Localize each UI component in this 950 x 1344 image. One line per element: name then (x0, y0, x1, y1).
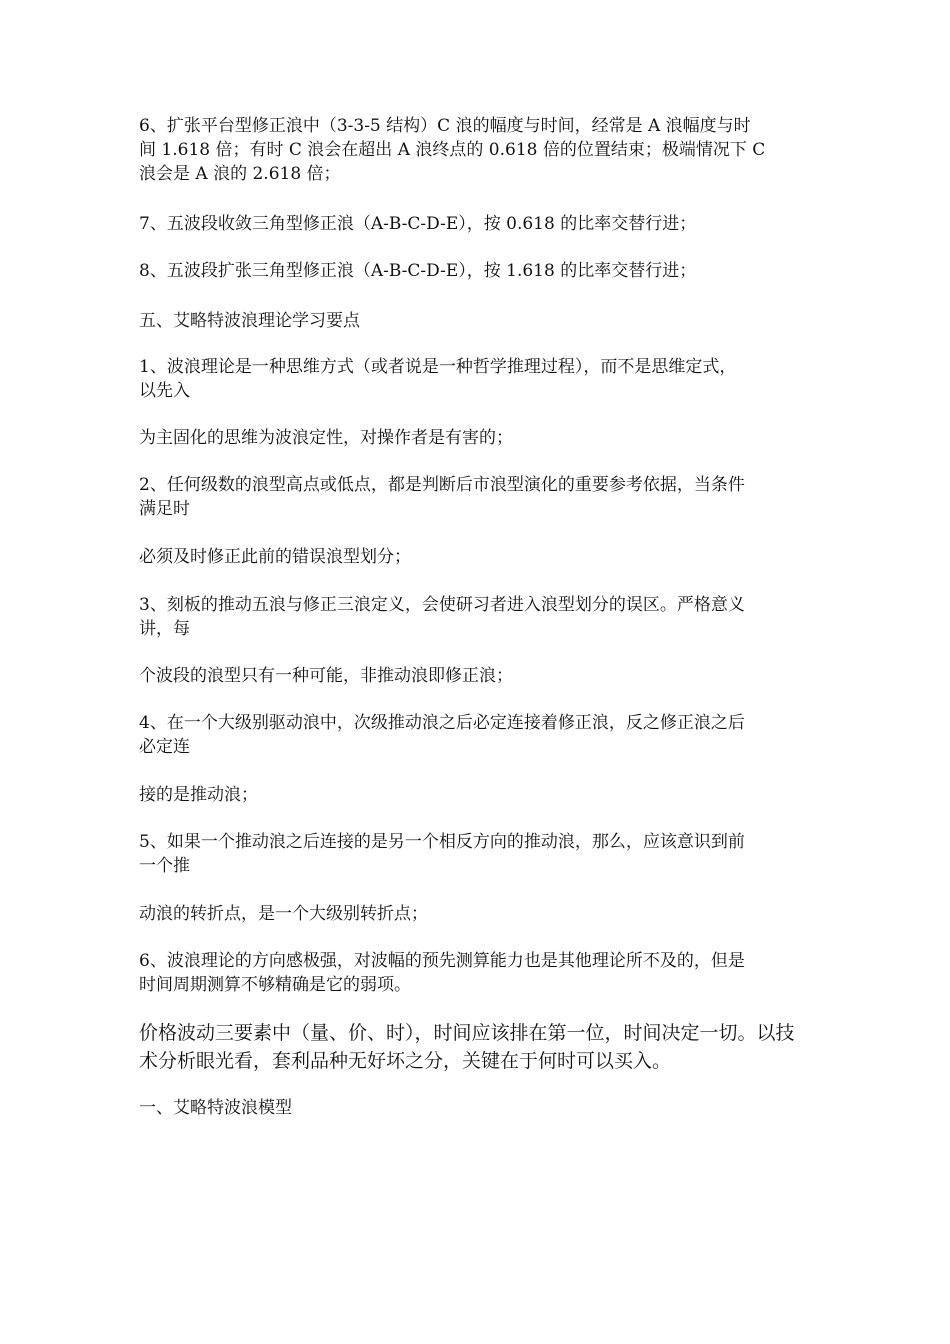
paragraph-point-4-cont: 接的是推动浪； (139, 785, 258, 805)
paragraph-point-4: 4、在一个大级别驱动浪中，次级推动浪之后必定连接着修正浪，反之修正浪之后 必定连 (139, 713, 745, 757)
section-heading-one: 一、艾略特波浪模型 (139, 1098, 292, 1118)
paragraph-point-1-cont: 为主固化的思维为波浪定性，对操作者是有害的； (139, 428, 513, 448)
paragraph-point-2-cont: 必须及时修正此前的错误浪型划分； (139, 547, 411, 567)
paragraph-price-three-elements: 价格波动三要素中（量、价、时），时间应该排在第一位，时间决定一切。以技 术分析眼光看，套利品种无好坏之分，关键在于何时可以买入。 (139, 1022, 795, 1072)
paragraph-point-1: 1、波浪理论是一种思维方式（或者说是一种哲学推理过程），而不是思维定式， 以先入 (139, 357, 737, 401)
section-heading-five: 五、艾略特波浪理论学习要点 (139, 311, 360, 331)
paragraph-8-expanding-triangle: 8、五波段扩张三角型修正浪（A-B-C-D-E），按 1.618 的比率交替行进； (139, 261, 697, 281)
paragraph-point-3-cont: 个波段的浪型只有一种可能，非推动浪即修正浪； (139, 666, 513, 686)
paragraph-point-5: 5、如果一个推动浪之后连接的是另一个相反方向的推动浪，那么，应该意识到前 一个推 (139, 832, 745, 876)
paragraph-point-5-cont: 动浪的转折点，是一个大级别转折点； (139, 904, 428, 924)
paragraph-7-contracting-triangle: 7、五波段收敛三角型修正浪（A-B-C-D-E），按 0.618 的比率交替行进； (139, 214, 697, 234)
paragraph-point-6: 6、波浪理论的方向感极强，对波幅的预先测算能力也是其他理论所不及的，但是 时间周期测算不够精确是它的弱项。 (139, 951, 745, 995)
paragraph-6-expanded-flat: 6、扩张平台型修正浪中（3-3-5 结构）C 浪的幅度与时间，经常是 A 浪幅度与时 间 1.618 倍；有时 C 浪会在超出 A 浪终点的 0.618 倍的位置结束；极端情况下 C 浪会是 A 浪的 2.618 倍； (139, 116, 766, 184)
paragraph-point-3: 3、刻板的推动五浪与修正三浪定义，会使研习者进入浪型划分的误区。严格意义 讲，每 (139, 595, 745, 639)
paragraph-point-2: 2、任何级数的浪型高点或低点，都是判断后市浪型演化的重要参考依据，当条件 满足时 (139, 475, 745, 519)
